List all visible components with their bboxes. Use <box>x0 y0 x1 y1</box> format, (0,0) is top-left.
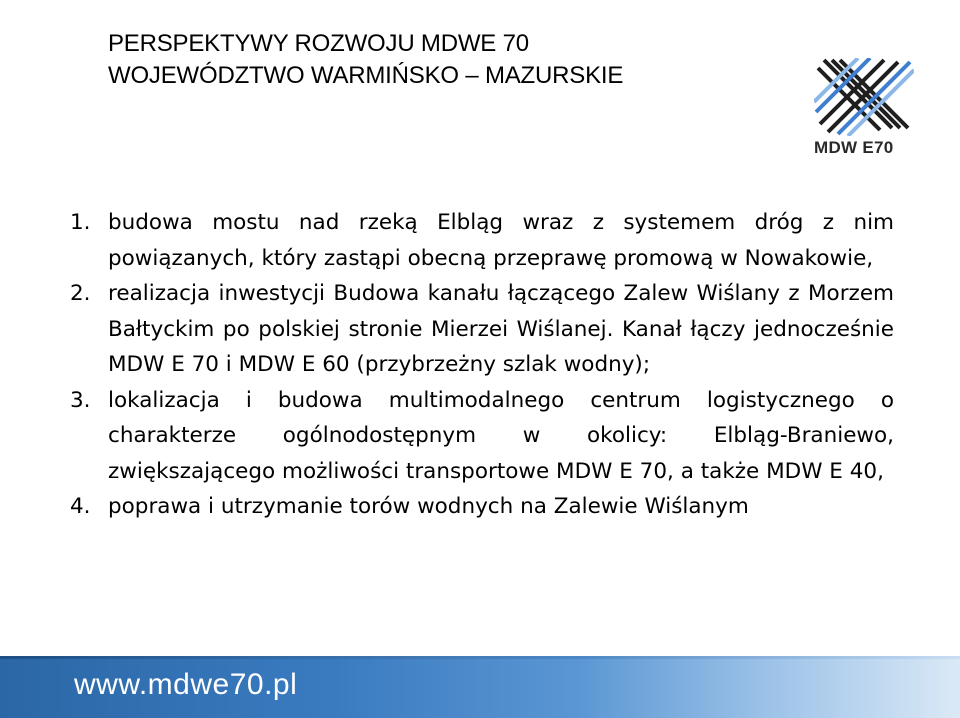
perspectives-list <box>64 205 894 525</box>
list-item-text: poprawa i utrzymanie torów wodnych na Zalewie Wiślanym <box>108 494 749 519</box>
list-item-text: lokalizacja i budowa multimodalnego centrum logistycznego o charakterze ogólnodostępnym w okolicy: Elbląg-Braniewo, zwiększającego możliwości transportowe MDW E 70, a także MDW E 40, <box>108 387 894 484</box>
list-item-number: 3. <box>70 387 91 413</box>
list-item-text: budowa mostu nad rzeką Elbląg wraz z systemem dróg z nim powiązanych, który zastąpi obecną przeprawę promową w Nowakowie, <box>108 210 894 271</box>
list-item-number: 4. <box>70 494 91 519</box>
list-item <box>64 205 894 276</box>
list-item <box>64 383 894 490</box>
list-item-number: 1. <box>70 210 91 235</box>
title-line-2: WOJEWÓDZTWO WARMIŃSKO – MAZURSKIE <box>108 62 624 89</box>
logo-text: MDW E70 <box>814 138 894 157</box>
list-item <box>64 489 894 525</box>
website-link[interactable]: www.mdwe70.pl <box>74 668 298 701</box>
crossing-lines-logo-icon <box>814 58 914 136</box>
mdw-e70-logo <box>814 58 914 170</box>
list-item-number: 2. <box>70 281 91 306</box>
footer-banner <box>0 656 960 718</box>
title-line-1: PERSPEKTYWY ROZWOJU MDWE 70 <box>108 30 529 57</box>
slide-title <box>108 28 623 92</box>
list-item <box>64 276 894 383</box>
list-item-text: realizacja inwestycji Budowa kanału łączącego Zalew Wiślany z Morzem Bałtyckim po polskiej stronie Mierzei Wiślanej. Kanał łączy jednocześnie MDW E 70 i MDW E 60 (przybrzeżny szlak wodny); <box>108 281 894 377</box>
